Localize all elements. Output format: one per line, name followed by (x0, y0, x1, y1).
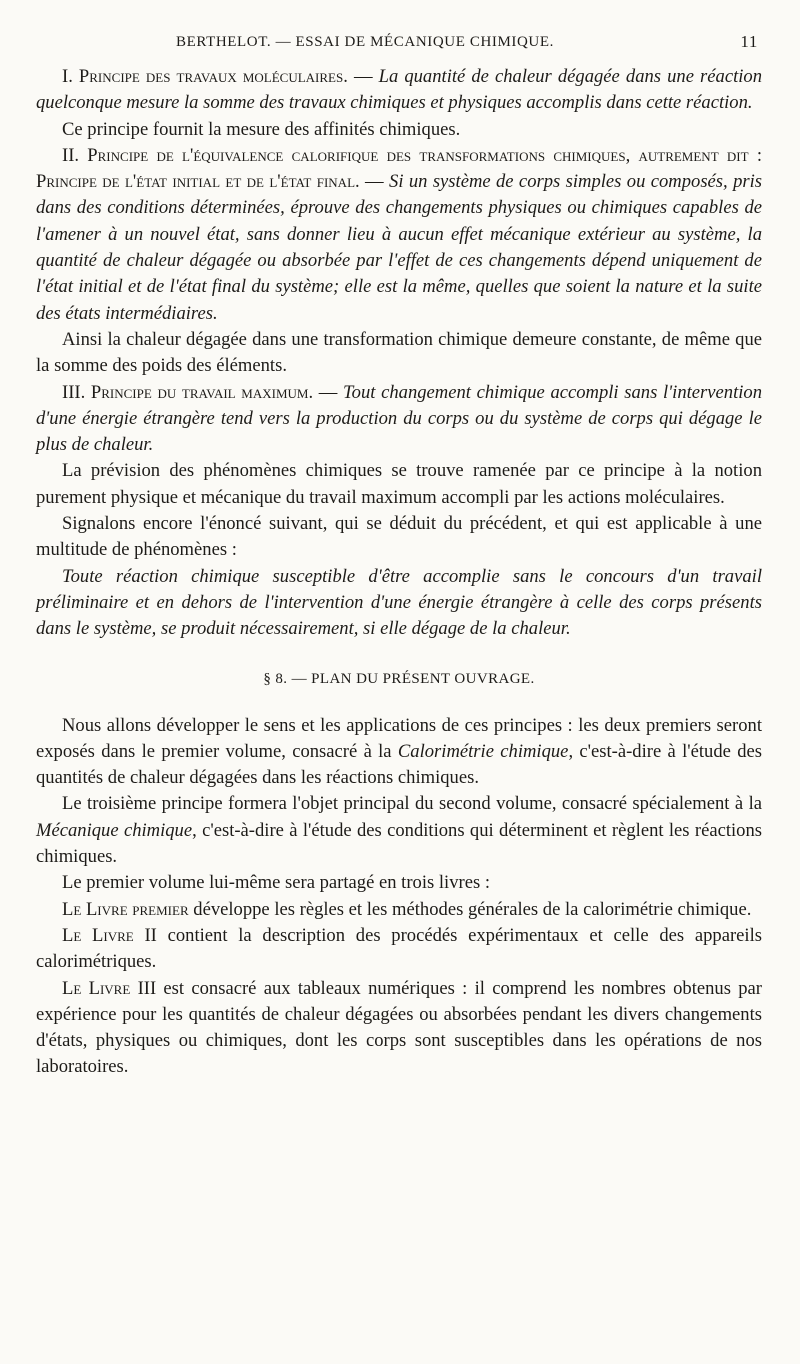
running-title: BERTHELOT. — ESSAI DE MÉCANIQUE CHIMIQUE. (176, 34, 554, 50)
premier-volume-paragraph: Le premier volume lui-même sera partagé en trois livres : (62, 872, 491, 894)
nous-allons-text-1: Nous allons développer le sens et les applications de ces principes : les deux premiers seront exposés dans le premier volume, consacré à la (36, 714, 762, 762)
toute-reaction-statement: Toute réaction chimique susceptible d'être accomplie sans le concours d'un travail préliminaire et en dehors de l'intervention d'une énergie étrangère à celle des corps présents dans le système, se produit nécessairement, si elle dégage de la chaleur. (36, 565, 762, 640)
troisieme-text-1: Le troisième principe formera l'objet principal du second volume, consacré spécialement à la (62, 793, 762, 815)
principle-1-paragraph (36, 64, 762, 117)
principle-3-statement: Tout changement chimique accompli sans l'intervention d'une énergie étrangère tend vers la production du corps ou du système de corps qui dégage le plus de chaleur. (36, 381, 762, 456)
page-number: 11 (740, 32, 758, 51)
troisieme-text-2: , c'est-à-dire à l'étude des conditions qui déterminent et règlent les réactions chimiques. (36, 819, 763, 868)
measure-paragraph: Ce principe fournit la mesure des affinités chimiques. (62, 118, 461, 140)
mecanique-chimique-title: Mécanique chimique (36, 819, 193, 841)
toute-reaction-paragraph (36, 564, 762, 643)
principle-2-paragraph (36, 143, 762, 327)
livre-3-paragraph (36, 976, 762, 1081)
livre-1-text: développe les règles et les méthodes générales de la calorimétrie chimique. (188, 898, 752, 920)
troisieme-principe-paragraph (36, 791, 762, 870)
livre-3-text: est consacré aux tableaux numériques : il comprend les nombres obtenus par expérience pour les quantités de chaleur dégagées ou absorbées pendant les divers changements d'états, physiques ou chimiques, dont les corps sont susceptibles dans les opérations de nos laboratoires. (36, 977, 762, 1078)
livre-2-paragraph (36, 923, 762, 976)
principle-3-label: III. Principe du travail maximum. (62, 381, 314, 403)
prevision-paragraph: La prévision des phénomènes chimiques se trouve ramenée par ce principe à la notion purement physique et mécanique du travail maximum accompli par les actions moléculaires. (36, 460, 762, 508)
calorimetrie-chimique-title: Calorimétrie chimique (397, 740, 569, 762)
section-8-title: § 8. — PLAN DU PRÉSENT OUVRAGE. (263, 670, 535, 687)
principle-2-statement: Si un système de corps simples ou composés, pris dans des conditions déterminées, éprouve des changements physiques ou chimiques capables de l'amener à un nouvel état, sans donner lieu à aucun effet mécanique extérieur au système, la quantité de chaleur dégagée ou absorbée par l'effet de ces changements dépend uniquement de l'état initial et de l'état final du système; elle est la même, quelles que soient la nature et la suite des états intermédiaires. (36, 171, 763, 324)
principle-3-dash: — (313, 381, 344, 403)
nous-allons-paragraph (36, 713, 762, 792)
constant-paragraph: Ainsi la chaleur dégagée dans une transformation chimique demeure constante, de même que la somme des poids des éléments. (36, 328, 762, 377)
livre-1-paragraph (36, 897, 762, 923)
principle-2-label: II. Principe de l'équivalence calorifique des transformations chimiques, autrement dit : Principe de l'état initial et de l'état final. (36, 144, 762, 193)
livre-2-text: contient la description des procédés expérimentaux et celle des appareils calorimétriques. (36, 924, 762, 973)
signalons-paragraph: Signalons encore l'énoncé suivant, qui se déduit du précédent, et qui est applicable à une multitude de phénomènes : (36, 513, 762, 561)
principle-1-label: I. Principe des travaux moléculaires. (62, 66, 348, 87)
livre-1-label: Le Livre premier (62, 898, 189, 920)
livre-2-label: Le Livre II (62, 924, 157, 946)
principle-2-dash: — (359, 171, 390, 193)
principle-1-dash: — (347, 66, 379, 87)
principle-3-paragraph (36, 380, 762, 459)
running-head (36, 30, 762, 56)
nous-allons-text-2: , c'est-à-dire à l'étude des quantités de chaleur dégagées dans les réactions chimiques. (36, 740, 762, 789)
livre-3-label: Le Livre III (62, 977, 157, 999)
principle-1-statement: La quantité de chaleur dégagée dans une réaction quelconque mesure la somme des travaux chimiques et physiques accomplis dans cette réaction. (36, 66, 762, 114)
